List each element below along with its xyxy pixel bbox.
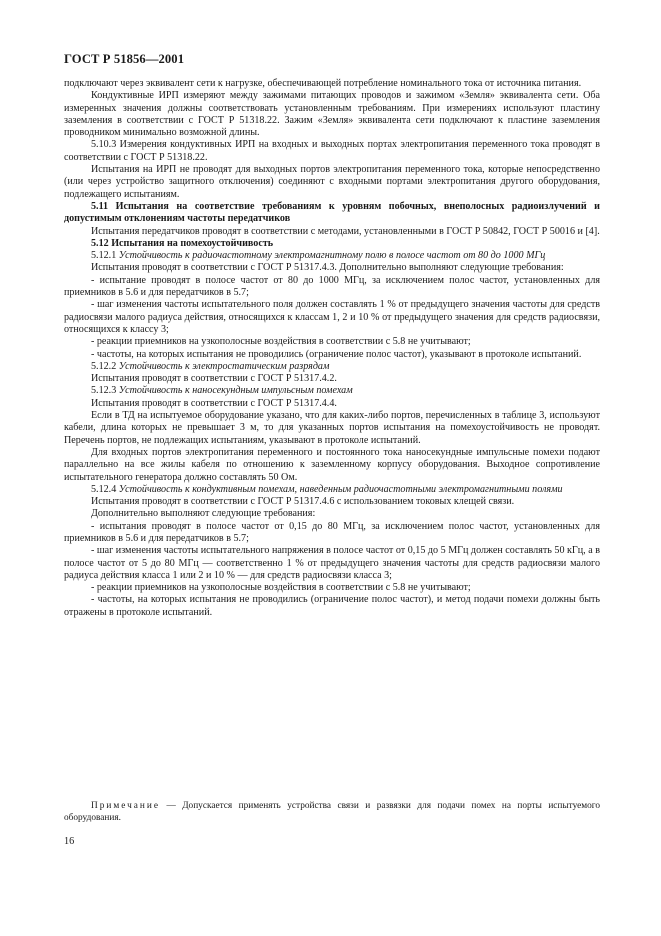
subsection-title: Устойчивость к наносекундным импульсным помехам <box>118 385 353 397</box>
list-item: - испытания проводят в полосе частот от 0,15 до 80 МГц, за исключением полос частот, установленных для приемников в 5.6 и для передатчиков в 5.7; <box>64 520 600 544</box>
list-item: - реакции приемников на узкополосные воздействия в соответствии с 5.8 не учитывают; <box>91 336 471 348</box>
note-label: Примечание <box>91 801 160 811</box>
document-header: ГОСТ Р 51856—2001 <box>64 52 185 66</box>
subsection-title: Устойчивость к радиочастотному электромагнитному полю в полосе частот от 80 до 1000 МГц <box>118 250 546 262</box>
paragraph: Испытания проводят в соответствии с ГОСТ Р 51317.4.4. <box>91 397 337 409</box>
subsection-number: 5.12.4 <box>91 483 117 495</box>
paragraph: Если в ТД на испытуемое оборудование указано, что для каких-либо портов, перечисленных в таблице 3, используют кабели, длина которых не превышает 3 м, то для указанных портов испытания на помехоустойчивость не проводят. Перечень портов, не подлежащих испытаниям, указывают в протоколе испытаний. <box>64 410 600 446</box>
list-item: - реакции приемников на узкополосные воздействия в соответствии с 5.8 не учитывают; <box>91 582 471 594</box>
note-text: — Допускается применять устройства связи и развязки для подачи помех на порты испытуемого оборудования. <box>64 801 600 823</box>
subsection-5-12-3 <box>64 385 600 397</box>
subsection-title: Устойчивость к кондуктивным помехам, наведенным радиочастотными электромагнитными полями <box>118 483 563 495</box>
note-paragraph <box>64 800 600 824</box>
paragraph: Испытания проводят в соответствии с ГОСТ Р 51317.4.2. <box>91 373 337 385</box>
section-heading-5-11: 5.11 Испытания на соответствие требованиям к уровням побочных, внеполосных радиоизлучений и допустимым отклонениям частоты передатчиков <box>64 200 600 225</box>
paragraph: Дополнительно выполняют следующие требования: <box>91 508 316 520</box>
paragraph: Кондуктивные ИРП измеряют между зажимами питающих проводов и зажимом «Земля» эквивалента сети. Оба измеренных значения должны соответствовать установленным требованиям. При измерениях используют пластину заземления в соответствии с ГОСТ Р 51318.22. Зажим «Земля» эквивалента сети подключают к пластине заземления проводником минимально возможной длины. <box>64 90 600 139</box>
subsection-5-12-2 <box>64 361 600 373</box>
paragraph: Испытания передатчиков проводят в соответствии с методами, установленными в ГОСТ Р 50842, ГОСТ Р 50016 и [4]. <box>91 225 600 237</box>
subsection-title: Устойчивость к электростатическим разрядам <box>118 360 330 372</box>
subsection-5-12-4 <box>64 484 600 496</box>
paragraph: 5.10.3 Измерения кондуктивных ИРП на входных и выходных портах электропитания переменного тока проводят в соответствии с ГОСТ Р 51318.22. <box>64 139 600 163</box>
page-number: 16 <box>64 836 75 847</box>
section-heading-5-12: 5.12 Испытания на помехоустойчивость <box>91 237 274 249</box>
paragraph: Испытания на ИРП не проводят для выходных портов электропитания переменного тока, которые непосредственно (или через устройство защитного отключения) соединяют с входными портами электропитания другого оборудования, подлежащего испытаниям. <box>64 164 600 200</box>
list-item: - шаг изменения частоты испытательного напряжения в полосе частот от 0,15 до 5 МГц должен составлять 50 кГц, а в полосе частот от 5 до 80 МГц — соответственно 1 % от предыдущего значения частоты для средств радиосвязи малого радиуса действия класса 1 или 2 и 10 % — для средств радиосвязи класса 3; <box>64 545 600 581</box>
list-item: - испытание проводят в полосе частот от 80 до 1000 МГц, за исключением полос частот, установленных для приемников в 5.6 и для передатчиков в 5.7; <box>64 274 600 299</box>
subsection-number: 5.12.2 <box>91 360 117 372</box>
subsection-number: 5.12.1 <box>91 250 117 262</box>
list-item: - частоты, на которых испытания не проводились (ограничение полос частот), указывают в протоколе испытаний. <box>91 348 582 360</box>
paragraph: Испытания проводят в соответствии с ГОСТ Р 51317.4.6 с использованием токовых клещей связи. <box>91 496 515 508</box>
subsection-5-12-1 <box>64 250 600 262</box>
document-body <box>64 78 600 619</box>
paragraph: подключают через эквивалент сети к нагрузке, обеспечивающей потребление номинального тока от источника питания. <box>64 78 582 89</box>
paragraph: Для входных портов электропитания переменного и постоянного тока наносекундные импульсные помехи подают параллельно на все жилы кабеля по отношению к заземленному корпусу оборудования. Выходное сопротивление испытательного генератора должно составлять 50 Ом. <box>64 446 600 483</box>
paragraph: Испытания проводят в соответствии с ГОСТ Р 51317.4.3. Дополнительно выполняют следующие требования: <box>91 262 564 274</box>
subsection-number: 5.12.3 <box>91 385 117 397</box>
list-item: - частоты, на которых испытания не проводились (ограничение полос частот), и метод подачи помехи должны быть отражены в протоколе испытаний. <box>64 594 600 618</box>
list-item: - шаг изменения частоты испытательного поля должен составлять 1 % от предыдущего значения частоты для средств радиосвязи малого радиуса действия, относящихся к классам 1, 2 и 10 % от предыдущего значения для средств радиосвязи, относящихся к классу 3; <box>64 299 600 335</box>
note-block <box>64 800 600 824</box>
